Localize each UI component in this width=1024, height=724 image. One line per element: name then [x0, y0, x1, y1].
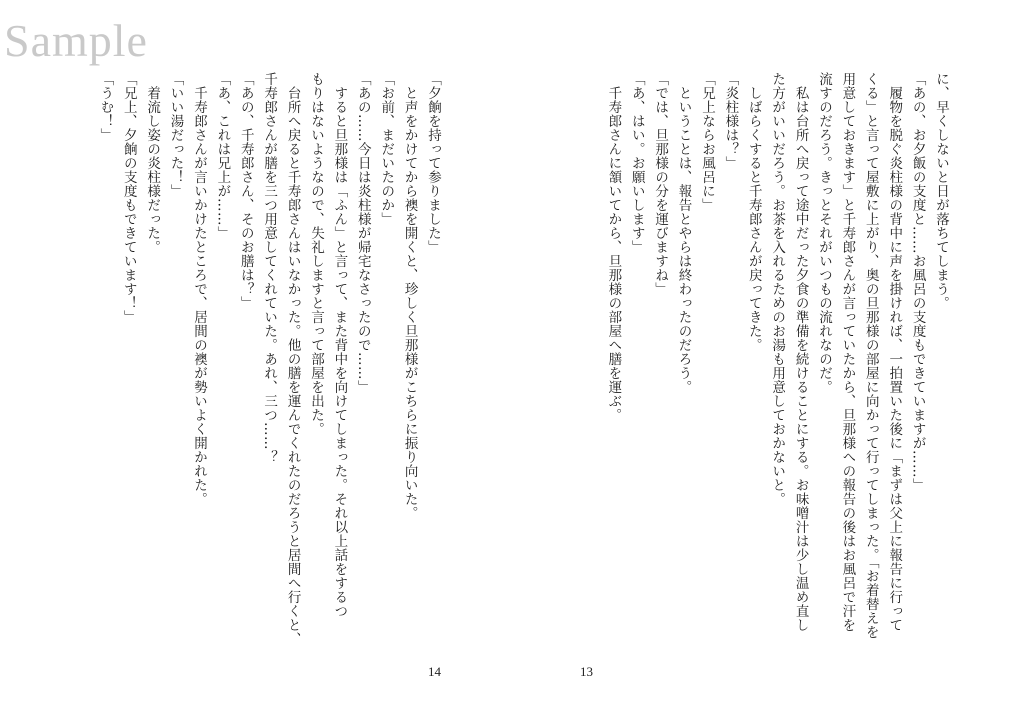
text-line: 「では、旦那様の分を運びますね」	[652, 72, 669, 296]
text-line: と声をかけてから襖を開くと、珍しく旦那様がこちらに振り向いた。	[401, 72, 418, 520]
text-line: 「いい湯だった！」	[167, 72, 184, 198]
text-line: 千寿郎さんが膳を三つ用意してくれていた。あれ、三つ……？	[261, 72, 278, 464]
text-line: しばらくすると千寿郎さんが戻ってきた。	[745, 72, 762, 352]
text-line: もりはないようなので、失礼しますと言って部屋を出た。	[307, 72, 324, 436]
sample-watermark: Sample	[4, 15, 148, 66]
text-line: 「うむ！」	[97, 72, 114, 142]
text-line: 千寿郎さんに頷いてから、旦那様の部屋へ膳を運ぶ。	[605, 72, 622, 422]
page-number-right: 13	[580, 664, 593, 679]
text-line: 千寿郎さんが言いかけたところで、居間の襖が勢いよく開かれた。	[190, 72, 207, 506]
text-line: 流すのだろう。きっとそれがいつもの流れなのだ。	[815, 72, 832, 394]
page-number-left: 14	[428, 664, 441, 679]
text-line: 「お前、まだいたのか」	[378, 72, 395, 226]
text-line: 着流し姿の炎柱様だった。	[144, 72, 161, 254]
text-line: ということは、報告とやらは終わったのだろう。	[675, 72, 692, 394]
text-line: 「兄上ならお風呂に」	[698, 72, 715, 212]
text-line: た方がいいだろう。お茶を入れるためのお湯も用意しておかないと。	[769, 72, 786, 506]
text-line: 「あ、はい。お願いします」	[628, 72, 645, 254]
text-line: すると旦那様は「ふん」と言って、また背中を向けてしまった。それ以上話をするつ	[331, 72, 348, 618]
left-page-text	[93, 72, 444, 646]
text-line: 「炎柱様は？」	[722, 72, 739, 170]
text-line: 「あの、千寿郎さん、そのお膳は？」	[237, 72, 254, 310]
text-line: 「あ、これは兄上が……」	[214, 72, 231, 240]
text-line: 私は台所へ戻って途中だった夕食の準備を続けることにする。お味噌汁は少し温め直し	[792, 72, 809, 632]
text-line: 履物を脱ぐ炎柱様の背中に声を掛ければ、一拍置いた後に「まずは父上に報告に行って	[886, 72, 903, 632]
text-line: 台所へ戻ると千寿郎さんはいなかった。他の膳を運んでくれたのだろうと居間へ行くと、	[284, 72, 301, 646]
text-line: 「あの……今日は炎柱様が帰宅なさったので……」	[354, 72, 371, 394]
text-line: 「あの、お夕飯の支度と……お風呂の支度もできていますが……」	[909, 72, 926, 492]
text-line: 用意しておきます」と千寿郎さんが言っていたから、旦那様への報告の後はお風呂で汗を	[839, 72, 856, 632]
text-line: くる」と言って屋敷に上がり、奥の旦那様の部屋に向かって行ってしまった。「お着替えを	[862, 72, 879, 640]
right-page-text	[601, 72, 952, 642]
text-line: 「兄上、夕餉の支度もできています！」	[120, 72, 137, 324]
text-line: 「夕餉を持って参りました」	[425, 72, 441, 254]
text-line: に、早くしないと日が落ちてしまう。	[933, 72, 949, 310]
